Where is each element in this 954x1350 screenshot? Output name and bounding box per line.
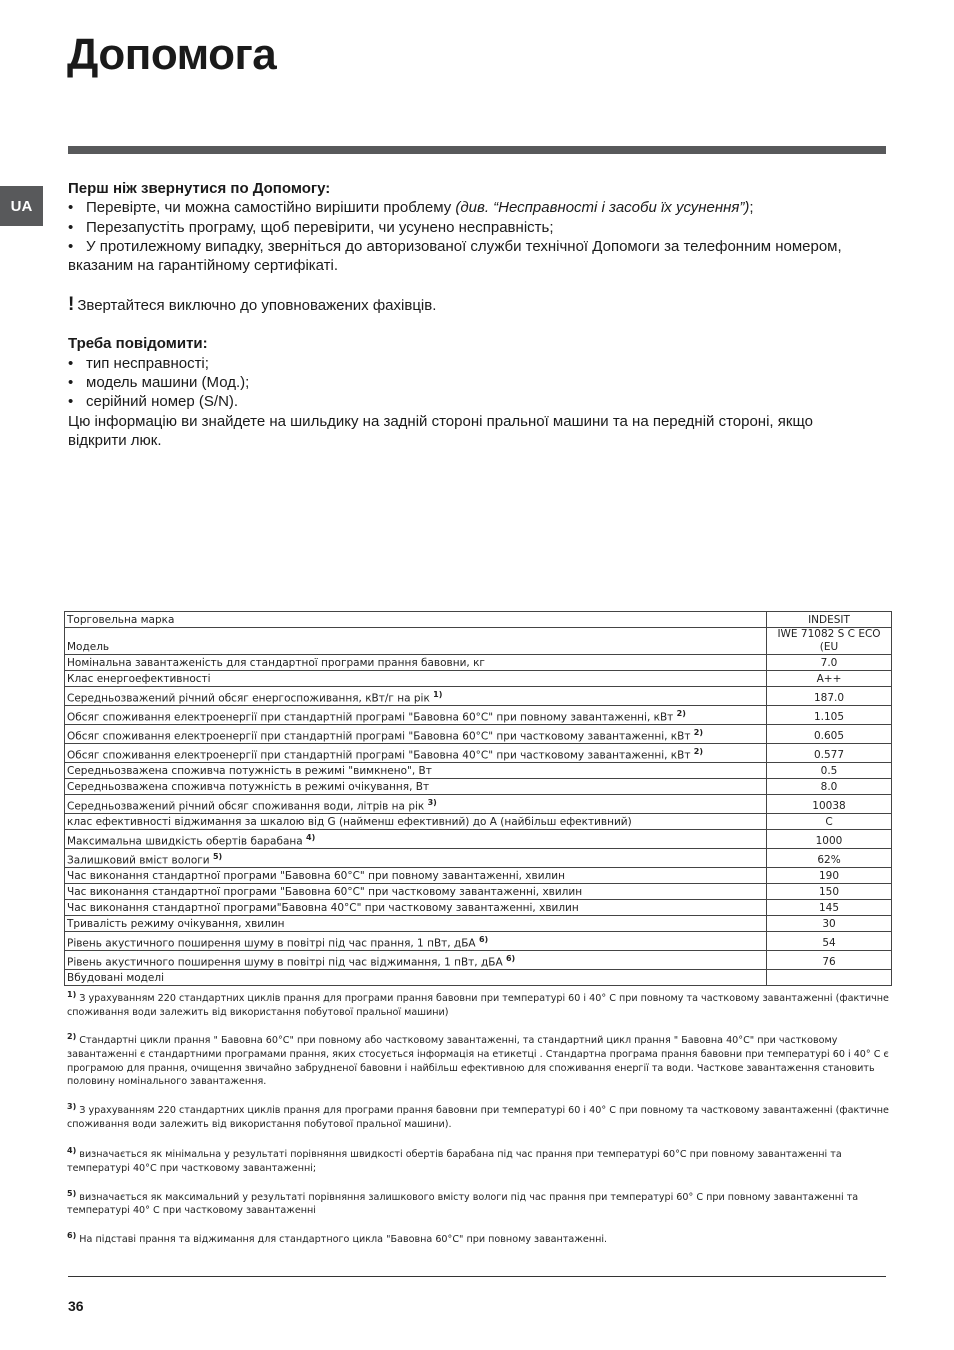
table-row: [65, 932, 892, 951]
table-cell-value: 10038: [767, 795, 892, 814]
footnote-ref: 6): [505, 953, 516, 963]
language-tab: UA: [0, 186, 43, 226]
table-row: [65, 814, 892, 830]
list-item: • Перевірте, чи можна самостійно вирішити проблему (див. “Несправності і засоби їх усунення”);: [68, 199, 754, 217]
table-cell-value: 0.605: [767, 725, 892, 744]
table-cell-label: Рівень акустичного поширення шуму в повітрі під час прання, 1 пВт, дБА $^{6)}$: [65, 932, 767, 951]
table-cell-value: 30: [767, 916, 892, 932]
table-cell-value: 1000: [767, 830, 892, 849]
footer-divider: [68, 1276, 886, 1277]
table-cell-value: A++: [767, 671, 892, 687]
table-cell-value: 145: [767, 900, 892, 916]
footnote-mark: 3): [67, 1101, 77, 1111]
bullet-icon: •: [68, 199, 74, 217]
table-cell-label: Рівень акустичного поширення шуму в повітрі під час віджимання, 1 пВт, дБА $^{6)}$: [65, 951, 767, 970]
table-row: [65, 830, 892, 849]
table-cell-value: 62%: [767, 849, 892, 868]
footnote-ref: 4): [306, 832, 316, 842]
table-cell-label: Обсяг споживання електроенергії при стандартній програмі "Бавовна 40°C" при частковому завантаженні, кВт $^{2)}$: [65, 744, 767, 763]
table-cell-value: 0.5: [767, 763, 892, 779]
table-row: [65, 916, 892, 932]
list-item: • тип несправності;: [68, 354, 209, 372]
title-divider: [68, 146, 886, 154]
bullet-icon: •: [68, 237, 74, 255]
table-row: [65, 612, 892, 628]
table-cell-label: Середньозважена споживча потужність в режимі "вимкнено", Вт: [65, 763, 767, 779]
footnote: $^{4)}$ визначається як мінімальна у результаті порівняння швидкості обертів барабана під час прання при температурі 60°C при повному завантаженні та температурі 40°C при частковому завантаженні;: [67, 1146, 842, 1175]
table-row: [65, 795, 892, 814]
footnote: $^{5)}$ визначається як максимальний у результаті порівняння залишкового вмісту вологи під час прання при температурі 60° C при повному завантаженні та температурі 40° C при частковому завантаженні: [67, 1188, 859, 1217]
table-cell-value: 76: [767, 951, 892, 970]
list-item: • модель машини (Мод.);: [68, 373, 250, 391]
list-item-continuation: вказаним на гарантійному сертифікаті.: [68, 257, 339, 275]
list-item: • серійний номер (S/N).: [68, 393, 239, 411]
footnote-ref: 2): [676, 708, 686, 718]
footnote-ref: 2): [693, 746, 704, 756]
table-cell-label: Тривалість режиму очікування, хвилин: [65, 916, 767, 932]
page-title: Допомога: [67, 30, 277, 79]
table-row: [65, 763, 892, 779]
footnote: $^{3)}$ З урахуванням 220 стандартних циклів прання для програми прання бавовни при температурі 60 і 40° C при повному та частковому завантаженні (фактичне споживання води залежить від використання побутової пральної машини).: [67, 1101, 889, 1130]
table-cell-label: Номінальна завантаженість для стандартної програми прання бавовни, кг: [65, 655, 767, 671]
footnote: $^{6)}$ На підставі прання та віджимання для стандартного цикла "Бавовна 60°C" при повному завантаженні.: [67, 1231, 608, 1246]
footnote-mark: 6): [67, 1231, 77, 1241]
bullet-icon: •: [68, 354, 74, 372]
table-cell-label: Час виконання стандартної програми "Бавовна 60°C" при частковому завантаженні, хвилин: [65, 884, 767, 900]
footnote-ref: 3): [427, 797, 437, 807]
footnote-mark: 1): [67, 990, 77, 999]
bullet-icon: •: [68, 373, 74, 391]
table-cell-value: C: [767, 814, 892, 830]
table-cell-label: Час виконання стандартної програми "Бавовна 60°C" при повному завантаженні, хвилин: [65, 868, 767, 884]
table-cell-value: [767, 970, 892, 986]
footnote-mark: 2): [67, 1032, 77, 1042]
table-row: [65, 970, 892, 986]
table-cell-label: Середньозважена споживча потужність в режимі очікування, Вт: [65, 779, 767, 795]
list-item: • Перезапустіть програму, щоб перевірити, чи усунено несправність;: [68, 218, 554, 236]
table-cell-label: Максимальна швидкість обертів барабана $^{4)}$: [65, 830, 767, 849]
list-item: • У протилежному випадку, зверніться до авторизованої служби технічної Допомоги за телефонним номером,: [68, 237, 842, 255]
bullet-icon: •: [68, 218, 74, 236]
footnote-ref: 2): [693, 727, 704, 737]
warning-icon: !: [68, 293, 75, 315]
before-heading: Перш ніж звернутися по Допомогу:: [68, 180, 331, 197]
footnote-ref: 6): [478, 934, 489, 944]
footnote-mark: 4): [67, 1146, 77, 1156]
footnote-ref: 5): [212, 851, 223, 861]
report-heading: Треба повідомити:: [68, 335, 208, 353]
footnotes: [67, 988, 889, 1258]
warning-note: ! Звертайтеся виключно до уповноважених фахівців.: [68, 293, 437, 315]
table-cell-value: 187.0: [767, 687, 892, 706]
info-text: Цю інформацію ви знайдете на шильдику на задній стороні пральної машини та на передній стороні, якщо: [68, 412, 813, 430]
table-row: [65, 687, 892, 706]
bullet-icon: •: [68, 393, 74, 411]
footnote-ref: 1): [433, 689, 443, 699]
info-text: відкрити люк.: [68, 431, 162, 449]
table-cell-label: Обсяг споживання електроенергії при стандартній програмі "Бавовна 60°C" при повному завантаженні, кВт $^{2)}$: [65, 706, 767, 725]
table-cell-label: Вбудовані моделі: [65, 970, 767, 986]
table-row: [65, 725, 892, 744]
table-cell-value: 150: [767, 884, 892, 900]
table-row: [65, 900, 892, 916]
table-cell-label: Торговельна марка: [65, 612, 767, 628]
footnote-mark: 5): [67, 1188, 77, 1198]
table-row: [65, 744, 892, 763]
table-cell-value: 0.577: [767, 744, 892, 763]
table-cell-value: 190: [767, 868, 892, 884]
table-row: [65, 655, 892, 671]
cross-reference: (див. “Несправності і засоби їх усунення”): [455, 199, 750, 217]
table-cell-value: 7.0: [767, 655, 892, 671]
table-row: [65, 706, 892, 725]
table-row: [65, 884, 892, 900]
table-row: [65, 868, 892, 884]
table-cell-label: клас ефективності віджимання за шкалою від G (найменш ефективний) до A (найбільш ефективний): [65, 814, 767, 830]
table-cell-label: Залишковий вміст вологи $^{5)}$: [65, 849, 767, 868]
page-number: 36: [68, 1298, 84, 1314]
spec-table: [64, 611, 892, 986]
table-cell-value: INDESIT: [767, 612, 892, 628]
table-cell-value: IWE 71082 S C ECO (EU: [767, 628, 892, 655]
table-row: [65, 951, 892, 970]
table-cell-value: 8.0: [767, 779, 892, 795]
footnote: $^{2)}$ Стандартні цикли прання " Бавовна 60°C" при повному або частковому завантаженні, та стандартний цикл прання " Бавовна 40°C" при частковому завантаженні є стандартними програмами прання, яких стосується інформація на етикетці . Стандартна програма прання бавовни при температурі 60 і 40° C є програмою для прання, очищення звичайно забрудненої бавовни і найбільш ефективною для споживання енергії та води. Часткове завантаження становить половину номінального завантаження.: [67, 1032, 889, 1088]
table-cell-label: Модель: [65, 628, 767, 655]
table-cell-value: 54: [767, 932, 892, 951]
help-content: [68, 179, 868, 450]
table-row: [65, 779, 892, 795]
table-row: [65, 849, 892, 868]
table-row: [65, 671, 892, 687]
table-row: [65, 628, 892, 655]
table-cell-value: 1.105: [767, 706, 892, 725]
table-cell-label: Обсяг споживання електроенергії при стандартній програмі "Бавовна 60°C" при частковому завантаженні, кВт $^{2)}$: [65, 725, 767, 744]
table-cell-label: Клас енергоефективності: [65, 671, 767, 687]
footnote: $^{1)}$ З урахуванням 220 стандартних циклів прання для програми прання бавовни при температурі 60 і 40° C при повному та частковому завантаженні (фактичне споживання води залежить від використання побутової пральної машини): [67, 990, 889, 1018]
table-cell-label: Час виконання стандартної програми"Бавовна 40°C" при частковому завантаженні, хвилин: [65, 900, 767, 916]
table-cell-label: Середньозважений річний обсяг споживання води, літрів на рік $^{3)}$: [65, 795, 767, 814]
table-cell-label: Середньозважений річний обсяг енергоспоживання, кВт/г на рік $^{1)}$: [65, 687, 767, 706]
